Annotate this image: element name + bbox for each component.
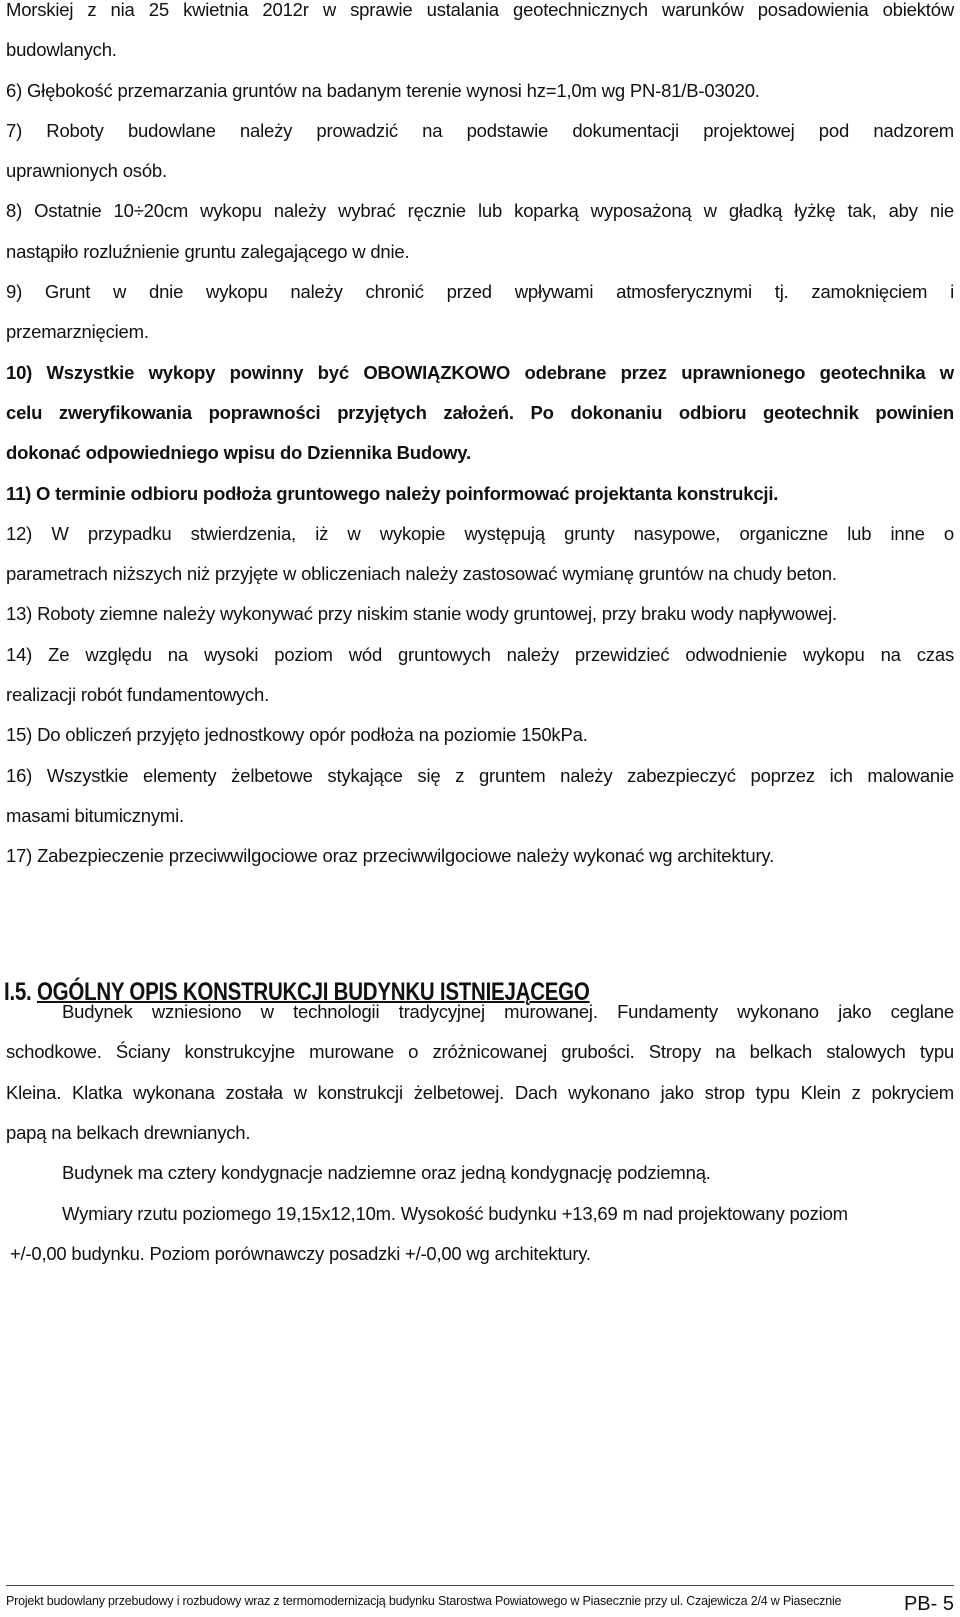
page-number: PB- 5 (903, 1593, 954, 1615)
item-7-line-2: uprawnionych osób. (6, 160, 167, 181)
item-6: 6) Głębokość przemarzania gruntów na badanym terenie wynosi hz=1,0m wg PN-81/B-03020. (6, 80, 760, 101)
item-11: 11) O terminie odbioru podłoża gruntowego należy poinformować projektanta konstrukcji. (6, 483, 779, 504)
item-14-line-1: 14) Ze względu na wysoki poziom wód gruntowych należy przewidzieć odwodnienie wykopu na czas (6, 644, 954, 665)
desc-line-5: Budynek ma cztery kondygnacje nadziemne oraz jedną kondygnację podziemną. (62, 1162, 711, 1183)
desc-line-6: Wymiary rzutu poziomego 19,15x12,10m. Wysokość budynku +13,69 m nad projektowany poziom (62, 1203, 848, 1224)
item-10-line-1: 10) Wszystkie wykopy powinny być OBOWIĄZKOWO odebrane przez uprawnionego geotechnika w (6, 362, 954, 383)
desc-line-1: Budynek wzniesiono w technologii tradycyjnej murowanej. Fundamenty wykonano jako ceglane (62, 1001, 954, 1022)
section-title: OGÓLNY OPIS KONSTRUKCJI BUDYNKU ISTNIEJĄCEGO (36, 978, 590, 1006)
item-12-line-2: parametrach niższych niż przyjęte w obliczeniach należy zastosować wymianę gruntów na chudy beton. (6, 563, 837, 584)
footer-divider (6, 1585, 954, 1586)
item-9-line-2: przemarznięciem. (6, 321, 149, 342)
item-10-line-3: dokonać odpowiedniego wpisu do Dziennika Budowy. (6, 442, 471, 463)
item-7-line-1: 7) Roboty budowlane należy prowadzić na podstawie dokumentacji projektowej pod nadzorem (6, 120, 954, 141)
item-17: 17) Zabezpieczenie przeciwwilgociowe oraz przeciwwilgociowe należy wykonać wg architektury. (6, 845, 775, 866)
section-number: I.5. (4, 978, 32, 1006)
item-10-line-2: celu zweryfikowania poprawności przyjętych założeń. Po dokonaniu odbioru geotechnik powinien (6, 402, 954, 423)
text-line-1: Morskiej z nia 25 kwietnia 2012r w sprawie ustalania geotechnicznych warunków posadowienia obiektów (6, 0, 954, 20)
item-8-line-1: 8) Ostatnie 10÷20cm wykopu należy wybrać ręcznie lub koparką wyposażoną w gładką łyżkę tak, aby nie (6, 200, 954, 221)
item-9-line-1: 9) Grunt w dnie wykopu należy chronić przed wpływami atmosferycznymi tj. zamoknięciem i (6, 281, 954, 302)
footer-project-title: Projekt budowlany przebudowy i rozbudowy wraz z termomodernizacją budynku Starostwa Powiatowego w Piasecznie przy ul. Czajewicza 2/4 w Piasecznie (6, 1594, 842, 1608)
desc-line-2: schodkowe. Ściany konstrukcyjne murowane o zróżnicowanej grubości. Stropy na belkach stalowych typu (6, 1041, 954, 1062)
desc-line-3: Kleina. Klatka wykonana została w konstrukcji żelbetowej. Dach wykonano jako strop typu Klein z pokryciem (6, 1082, 954, 1103)
item-14-line-2: realizacji robót fundamentowych. (6, 684, 270, 705)
item-12-line-1: 12) W przypadku stwierdzenia, iż w wykopie występują grunty nasypowe, organiczne lub inne o (6, 523, 954, 544)
desc-line-7: +/-0,00 budynku. Poziom porównawczy posadzki +/-0,00 wg architektury. (10, 1243, 591, 1264)
item-15: 15) Do obliczeń przyjęto jednostkowy opór podłoża na poziomie 150kPa. (6, 724, 588, 745)
item-13: 13) Roboty ziemne należy wykonywać przy niskim stanie wody gruntowej, przy braku wody napływowej. (6, 603, 837, 624)
item-16-line-2: masami bitumicznymi. (6, 805, 184, 826)
item-8-line-2: nastąpiło rozluźnienie gruntu zalegającego w dnie. (6, 241, 410, 262)
text-line-2: budowlanych. (6, 39, 117, 60)
desc-line-4: papą na belkach drewnianych. (6, 1122, 251, 1143)
item-16-line-1: 16) Wszystkie elementy żelbetowe stykające się z gruntem należy zabezpieczyć poprzez ich malowanie (6, 765, 954, 786)
